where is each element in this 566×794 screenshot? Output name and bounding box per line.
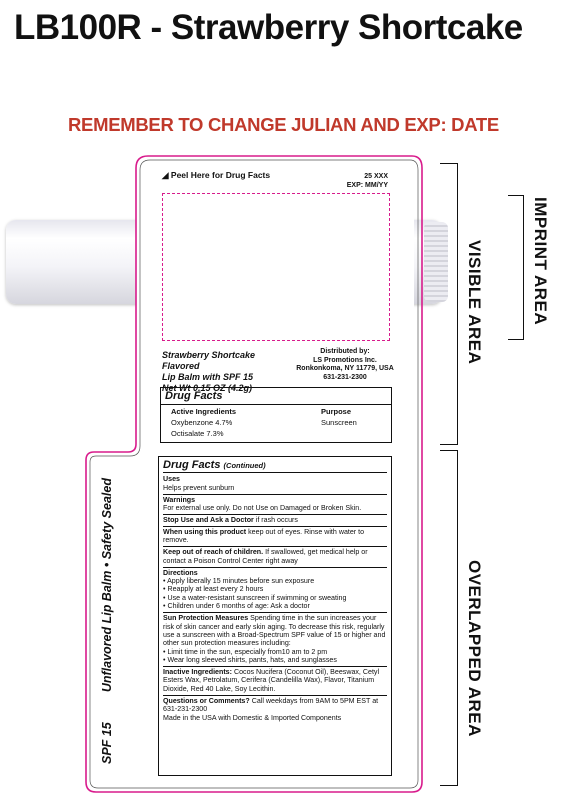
exp-date: EXP: MM/YY: [346, 182, 388, 189]
inactive-ingredients-section: Inactive Ingredients: Cocos Nucifera (Coconut Oil), Beeswax, Cetyl Esters Wax, Petrolatum, Cerifera (Candelilla Wax), Flavor, Titanium Dioxide, Red 40 Lake, Soy Lecithin.: [163, 667, 387, 696]
warnings-section: Warnings For external use only. Do not Use on Damaged or Broken Skin.: [163, 495, 387, 515]
stop-use-section: Stop Use and Ask a Doctor if rash occurs: [163, 515, 387, 527]
imprint-area-label: IMPRINT AREA: [531, 197, 550, 326]
drug-facts-continued-heading: Drug Facts (Continued): [163, 459, 387, 473]
imprint-box: [162, 193, 390, 341]
reminder-note: REMEMBER TO CHANGE JULIAN AND EXP: DATE: [68, 114, 499, 135]
when-using-section: When using this product keep out of eyes. Rinse with water to remove.: [163, 527, 387, 547]
page-title: LB100R - Strawberry Shortcake: [14, 8, 523, 47]
distributor-info: Distributed by: LS Promotions Inc. Ronkonkoma, NY 11779, USA 631-231-2300: [296, 348, 394, 381]
drug-facts-continued-box: [158, 456, 392, 776]
sun-protection-section: Sun Protection Measures Spending time in the sun increases your risk of skin cancer and early skin aging. To decrease this risk, regularly use a sunscreen with a Broad-Spectrum SPF value of 15 or higher and other sun protection measures including: • Limit time in the sun, especially from10 am to 2 pm • Wear long sleeved shirts, pants, hats, and sunglasses: [163, 613, 387, 667]
active-ingredient-row: Oxybenzone 4.7% Sunscreen: [171, 418, 357, 427]
uses-section: Uses Helps prevent sunburn: [163, 474, 387, 494]
spf-text: SPF 15: [100, 722, 114, 764]
lot-exp-code: [312, 172, 388, 190]
visible-area-label: VISIBLE AREA: [465, 240, 484, 365]
directions-section: Directions • Apply liberally 15 minutes before sun exposure • Reapply at least every 2 hours • Use a water-resistant sunscreen if swimming or sweating • Children under 6 months of age: Ask a doctor: [163, 568, 387, 614]
drug-facts-box: [160, 387, 392, 443]
overlapped-area-label: OVERLAPPED AREA: [465, 560, 484, 737]
drug-facts-heading: Drug Facts: [161, 388, 391, 405]
peel-here-text: ◢ Peel Here for Drug Facts: [162, 170, 271, 180]
keep-out-of-reach-section: Keep out of reach of children. If swallowed, get medical help or contact a Poison Control Center right away: [163, 547, 387, 567]
lot-number: 25 XXX: [364, 173, 388, 180]
imprint-area-bracket: [508, 195, 524, 340]
visible-area-bracket: [440, 163, 458, 445]
made-in-usa-text: Made in the USA with Domestic & Imported Components: [163, 713, 342, 722]
product-name: Strawberry Shortcake Flavored Lip Balm with SPF 15 Net Wt 0.15 OZ (4.2g): [162, 350, 256, 393]
side-vertical-text: [100, 478, 114, 764]
overlapped-area-bracket: [440, 450, 458, 786]
active-ingredients-header: Active Ingredients Purpose: [171, 407, 352, 416]
safety-sealed-text: Unflavored Lip Balm • Safety Sealed: [100, 478, 114, 693]
questions-section: Questions or Comments? Call weekdays from 9AM to 5PM EST at 631-231-2300 Made in the USA with Domestic & Imported Components: [163, 696, 387, 724]
active-ingredient-row: Octisalate 7.3%: [171, 429, 224, 438]
